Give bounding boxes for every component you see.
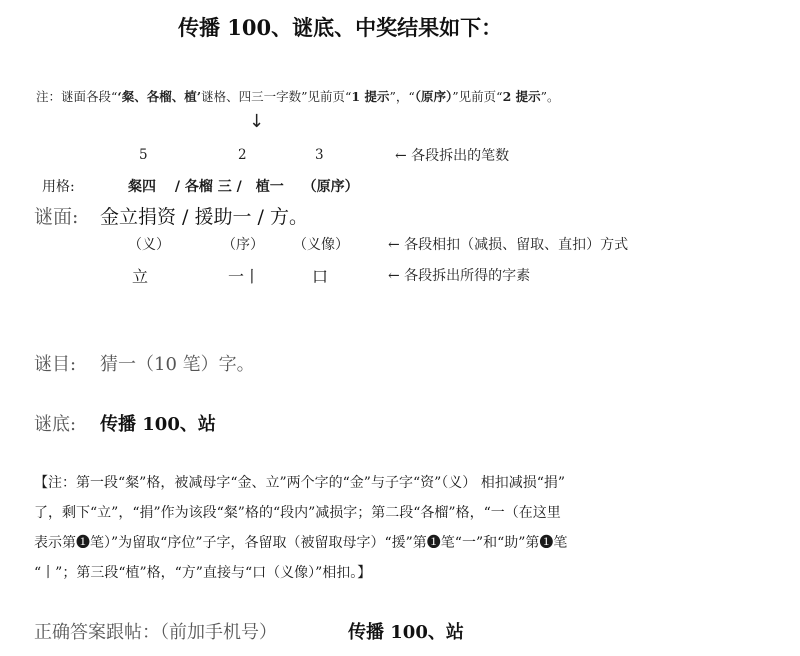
answer-text: 传播 100、站 <box>100 414 216 435</box>
note-hint-2: 2 提示 <box>502 89 541 104</box>
reply-label: 正确答案跟帖：（前加手机号） <box>34 622 277 643</box>
target-label: 谜目: <box>34 354 77 375</box>
relation-tag: （序） <box>222 237 264 253</box>
explanation-line: “丨”；第三段“植”格，“方”直接与“口（义像）”相扣。】 <box>34 565 372 581</box>
explanation-line: 了，剩下“立”，“捐”作为该段“粲”格的“段内”减损字；第二段“各榴”格，“一（在这里 <box>34 505 561 521</box>
note-hint-1: 1 提示 <box>351 89 390 104</box>
relation-tag: （义像） <box>293 237 349 253</box>
explanation-line: 表示第❶笔）”为留取“序位”子字，各留取（被留取母字）“援”第❶笔“一”和“助”第❶笔 <box>34 535 568 551</box>
stroke-count: 3 <box>315 147 324 163</box>
element-char: 立 <box>132 267 149 286</box>
relation-tag: （义） <box>128 237 170 253</box>
note-text: 注：谜面各段“ <box>36 89 118 104</box>
elements-note: ← 各段拆出所得的字素 <box>388 268 531 284</box>
note-text: ”，“ <box>389 89 415 104</box>
format-note <box>36 87 560 105</box>
element-char: 口 <box>312 267 329 286</box>
stroke-count-note: ← 各段拆出的笔数 <box>395 148 510 164</box>
format-value: 粲四 / 各榴 三 / 植一 （原序） <box>128 179 359 195</box>
method-note: ← 各段相扣（减损、留取、直扣）方式 <box>388 237 629 253</box>
explanation-line: 【注：第一段“粲”格，被减母字“金、立”两个字的“金”与子字“资”（义） 相扣减损“捐” <box>34 475 566 491</box>
stroke-count: 2 <box>238 147 247 163</box>
page-title: 传播 100、谜底、中奖结果如下： <box>178 15 503 40</box>
answer-label: 谜底: <box>34 414 77 435</box>
arrow-down-icon: ↓ <box>249 111 265 132</box>
riddle-text: 金立捐资 / 援助一 / 方。 <box>100 206 308 228</box>
note-formats: ‘粲、各榴、植’ <box>117 89 202 104</box>
note-text: ”。 <box>540 89 560 104</box>
note-text: 谜格、四三一字数”见前页“ <box>201 89 352 104</box>
stroke-count: 5 <box>139 147 148 163</box>
reply-answer: 传播 100、站 <box>348 622 464 643</box>
target-text: 猜一（10 笔）字。 <box>100 354 255 375</box>
format-label: 用格: <box>42 179 75 195</box>
riddle-label: 谜面: <box>34 206 79 228</box>
note-text: ”见前页“ <box>452 89 503 104</box>
element-char: 一丨 <box>228 267 261 286</box>
note-order: （原序） <box>414 89 453 104</box>
